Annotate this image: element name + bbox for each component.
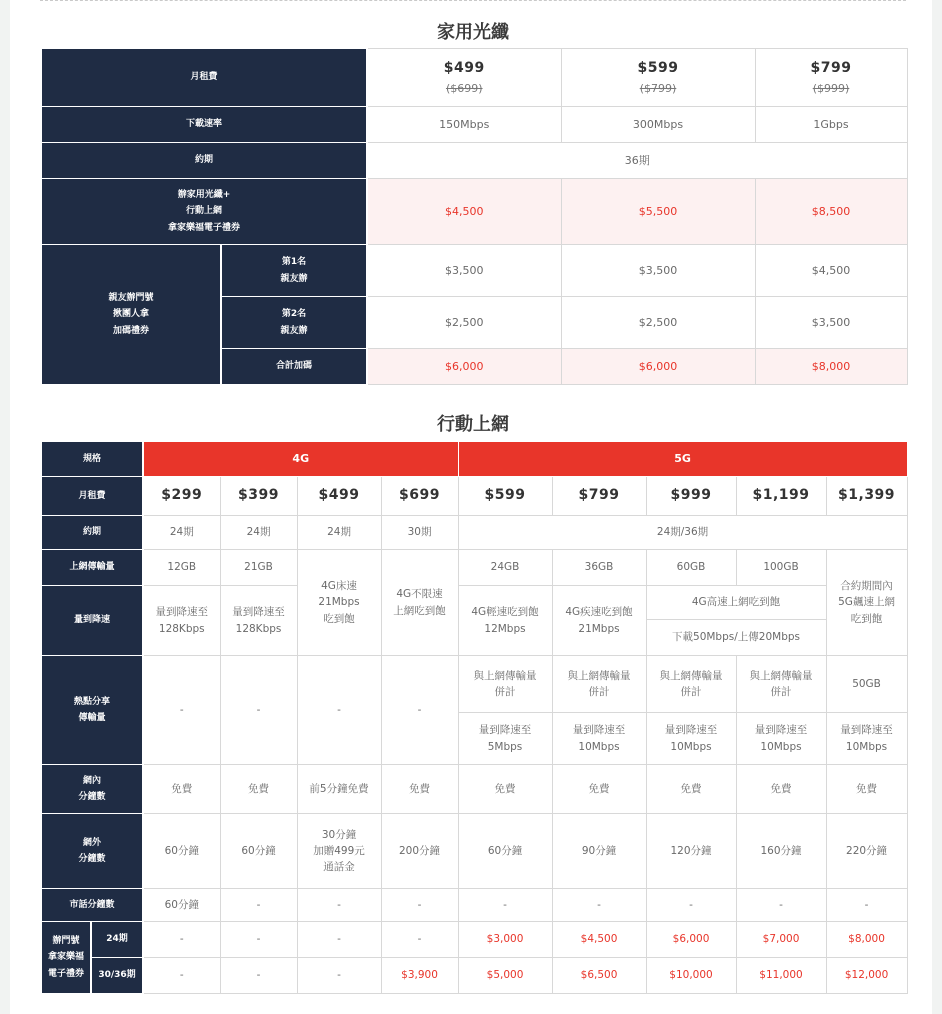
- rent-label: 月租費: [41, 477, 143, 516]
- mobile-plan-table: [40, 441, 908, 994]
- voucher-value: $5,000: [458, 958, 552, 994]
- plan-price: $299: [143, 477, 220, 516]
- offnet-value: 220分鐘: [826, 814, 907, 889]
- fiber-total-label: 合計加碼: [221, 349, 367, 385]
- voucher-value: -: [143, 958, 220, 994]
- hotspot-value: -: [381, 656, 458, 765]
- landline-label: 市話分鐘數: [41, 889, 143, 922]
- throttle-row: [41, 586, 907, 620]
- landline-value: -: [646, 889, 736, 922]
- fiber-total-value: $6,000: [367, 349, 561, 385]
- onnet-value: 前5分鐘免費: [297, 765, 381, 814]
- offnet-value: 200分鐘: [381, 814, 458, 889]
- mobile-contract-row: [41, 516, 907, 550]
- offnet-value: 90分鐘: [552, 814, 646, 889]
- tier-4g-header: 4G: [143, 442, 458, 477]
- landline-value: -: [736, 889, 826, 922]
- onnet-row: [41, 765, 907, 814]
- onnet-label: 網內 分鐘數: [41, 765, 143, 814]
- plan-price: $399: [220, 477, 297, 516]
- plan-price: $999: [646, 477, 736, 516]
- landline-row: [41, 889, 907, 922]
- fiber-speed-value: 150Mbps: [367, 107, 561, 143]
- data-value: 36GB: [552, 550, 646, 586]
- fiber-speed-row: [41, 107, 907, 143]
- voucher-24-row: [41, 922, 907, 958]
- fiber-rent-row: [41, 49, 907, 107]
- fiber-rank1-value: $3,500: [561, 245, 755, 297]
- hotspot-throttle: 量到降速至 10Mbps: [826, 713, 907, 765]
- mobile-section-title: 行動上網: [437, 414, 509, 435]
- voucher-value: $4,500: [552, 922, 646, 958]
- mobile-spec-row: [41, 442, 907, 477]
- hotspot-throttle: 量到降速至 5Mbps: [458, 713, 552, 765]
- throttle-value: 4G輕速吃到飽 12Mbps: [458, 586, 552, 656]
- throttle-label: 量到降速: [41, 586, 143, 656]
- throttle-value: 下載50Mbps/上傳20Mbps: [646, 620, 826, 656]
- data-value: 21GB: [220, 550, 297, 586]
- throttle-value: 4G疾速吃到飽 21Mbps: [552, 586, 646, 656]
- hotspot-value: 與上網傳輸量 併計: [736, 656, 826, 713]
- fiber-plan-table: [40, 48, 908, 385]
- voucher-value: -: [220, 958, 297, 994]
- data-value: 100GB: [736, 550, 826, 586]
- onnet-value: 免費: [220, 765, 297, 814]
- fiber-bundle-value: $8,500: [755, 179, 907, 245]
- fiber-contract-label: 約期: [41, 143, 367, 179]
- fiber-referral-label: 親友辦門號 揪團人拿 加碼禮券: [41, 245, 221, 385]
- voucher-value: -: [220, 922, 297, 958]
- hotspot-label: 熱點分享 傳輸量: [41, 656, 143, 765]
- contract-label: 約期: [41, 516, 143, 550]
- voucher-value: $3,000: [458, 922, 552, 958]
- tier-5g-header: 5G: [458, 442, 907, 477]
- contract-value: 24期: [297, 516, 381, 550]
- fiber-bundle-label: 辦家用光纖+ 行動上網 拿家樂福電子禮券: [41, 179, 367, 245]
- onnet-value: 免費: [143, 765, 220, 814]
- voucher-value: $7,000: [736, 922, 826, 958]
- landline-value: -: [552, 889, 646, 922]
- fiber-rank1-row: [41, 245, 907, 297]
- contract-value: 24期: [220, 516, 297, 550]
- fiber-bundle-value: $4,500: [367, 179, 561, 245]
- hotspot-throttle: 量到降速至 10Mbps: [736, 713, 826, 765]
- onnet-value: 免費: [381, 765, 458, 814]
- hotspot-value: -: [143, 656, 220, 765]
- fiber-plan-price: $799 ($999): [755, 49, 907, 107]
- plan-price: $599: [458, 477, 552, 516]
- landline-value: -: [458, 889, 552, 922]
- fiber-rent-label: 月租費: [41, 49, 367, 107]
- onnet-value: 免費: [458, 765, 552, 814]
- offnet-value: 60分鐘: [220, 814, 297, 889]
- voucher-24-label: 24期: [91, 922, 143, 958]
- onnet-value: 免費: [736, 765, 826, 814]
- data-value: 24GB: [458, 550, 552, 586]
- voucher-value: $12,000: [826, 958, 907, 994]
- landline-value: 60分鐘: [143, 889, 220, 922]
- fiber-section-title: 家用光纖: [437, 22, 509, 43]
- landline-value: -: [381, 889, 458, 922]
- plan-price: $1,199: [736, 477, 826, 516]
- hotspot-throttle: 量到降速至 10Mbps: [646, 713, 736, 765]
- voucher-value: $6,500: [552, 958, 646, 994]
- hotspot-throttle: 量到降速至 10Mbps: [552, 713, 646, 765]
- voucher-value: -: [381, 922, 458, 958]
- fiber-contract-value: 36期: [367, 143, 907, 179]
- hotspot-value: 與上網傳輸量 併計: [552, 656, 646, 713]
- fiber-rank2-value: $2,500: [561, 297, 755, 349]
- fiber-plan-price: $499 ($699): [367, 49, 561, 107]
- offnet-value: 120分鐘: [646, 814, 736, 889]
- voucher-3036-row: [41, 958, 907, 994]
- plan-price: $1,399: [826, 477, 907, 516]
- landline-value: -: [297, 889, 381, 922]
- voucher-value: $10,000: [646, 958, 736, 994]
- hotspot-value: 與上網傳輸量 併計: [458, 656, 552, 713]
- fiber-bundle-row: [41, 179, 907, 245]
- voucher-3036-label: 30/36期: [91, 958, 143, 994]
- hotspot-value: -: [297, 656, 381, 765]
- offnet-value: 60分鐘: [458, 814, 552, 889]
- fiber-rank1-value: $3,500: [367, 245, 561, 297]
- hotspot-value: 50GB: [826, 656, 907, 713]
- fiber-rank1-value: $4,500: [755, 245, 907, 297]
- voucher-value: $6,000: [646, 922, 736, 958]
- voucher-value: -: [143, 922, 220, 958]
- fiber-rank2-value: $3,500: [755, 297, 907, 349]
- throttle-value: 量到降速至 128Kbps: [220, 586, 297, 656]
- hotspot-value: 與上網傳輸量 併計: [646, 656, 736, 713]
- fiber-plan-price: $599 ($799): [561, 49, 755, 107]
- voucher-value: $3,900: [381, 958, 458, 994]
- contract-value: 30期: [381, 516, 458, 550]
- offnet-label: 網外 分鐘數: [41, 814, 143, 889]
- throttle-value: 4G高速上網吃到飽: [646, 586, 826, 620]
- top-divider: [40, 0, 906, 1]
- fiber-total-value: $6,000: [561, 349, 755, 385]
- offnet-value: 60分鐘: [143, 814, 220, 889]
- offnet-value: 160分鐘: [736, 814, 826, 889]
- fiber-contract-row: [41, 143, 907, 179]
- voucher-value: $11,000: [736, 958, 826, 994]
- data-value: 60GB: [646, 550, 736, 586]
- fiber-total-value: $8,000: [755, 349, 907, 385]
- data-value-unlimited: 4G床速 21Mbps 吃到飽: [297, 550, 381, 656]
- data-label: 上網傳輸量: [41, 550, 143, 586]
- plan-price: $799: [552, 477, 646, 516]
- fiber-rank1-label: 第1名 親友辦: [221, 245, 367, 297]
- onnet-value: 免費: [826, 765, 907, 814]
- fiber-bundle-value: $5,500: [561, 179, 755, 245]
- offnet-value: 30分鐘 加贈499元 通話金: [297, 814, 381, 889]
- onnet-value: 免費: [646, 765, 736, 814]
- plan-price: $499: [297, 477, 381, 516]
- voucher-value: -: [297, 922, 381, 958]
- mobile-rent-row: [41, 477, 907, 516]
- onnet-value: 免費: [552, 765, 646, 814]
- throttle-value: 量到降速至 128Kbps: [143, 586, 220, 656]
- voucher-value: -: [297, 958, 381, 994]
- hotspot-row: [41, 656, 907, 713]
- data-value-unlimited: 合約期間內 5G飆速上網 吃到飽: [826, 550, 907, 656]
- voucher-value: $8,000: [826, 922, 907, 958]
- fiber-rank2-label: 第2名 親友辦: [221, 297, 367, 349]
- landline-value: -: [220, 889, 297, 922]
- fiber-speed-label: 下載速率: [41, 107, 367, 143]
- fiber-rank2-value: $2,500: [367, 297, 561, 349]
- contract-value: 24期: [143, 516, 220, 550]
- spec-label: 規格: [41, 442, 143, 477]
- offnet-row: [41, 814, 907, 889]
- voucher-label: 辦門號 拿家樂福 電子禮券: [41, 922, 91, 994]
- contract-value-5g: 24期/36期: [458, 516, 907, 550]
- data-value: 12GB: [143, 550, 220, 586]
- landline-value: -: [826, 889, 907, 922]
- data-value-unlimited: 4G不限速 上網吃到飽: [381, 550, 458, 656]
- fiber-speed-value: 1Gbps: [755, 107, 907, 143]
- hotspot-value: -: [220, 656, 297, 765]
- fiber-speed-value: 300Mbps: [561, 107, 755, 143]
- data-row: [41, 550, 907, 586]
- plan-price: $699: [381, 477, 458, 516]
